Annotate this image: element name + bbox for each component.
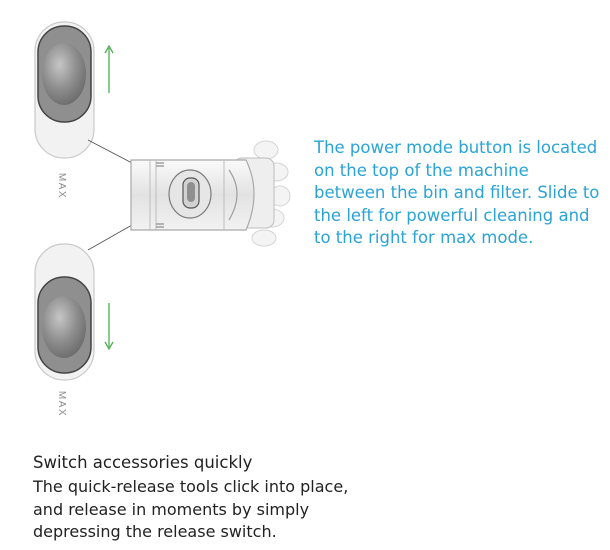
caption-body: The quick-release tools click into place, and release in moments by simply depressing the release switch. — [33, 477, 349, 541]
switch-bottom-position — [35, 244, 94, 380]
arrow-up-icon — [105, 46, 113, 93]
vacuum-machine-top-view — [131, 141, 290, 246]
switch-bottom-label: MAX — [56, 390, 67, 418]
switch-top-label: MAX — [56, 172, 67, 200]
power-mode-callout-text: The power mode button is located on the top of the machine between the bin and filter. Slide to the left for powerful cleaning and to the right for max mode. — [314, 138, 600, 247]
switch-top-position — [35, 22, 94, 158]
caption-heading: Switch accessories quickly — [33, 453, 253, 472]
caption-block — [33, 452, 363, 544]
arrow-down-icon — [105, 303, 113, 349]
